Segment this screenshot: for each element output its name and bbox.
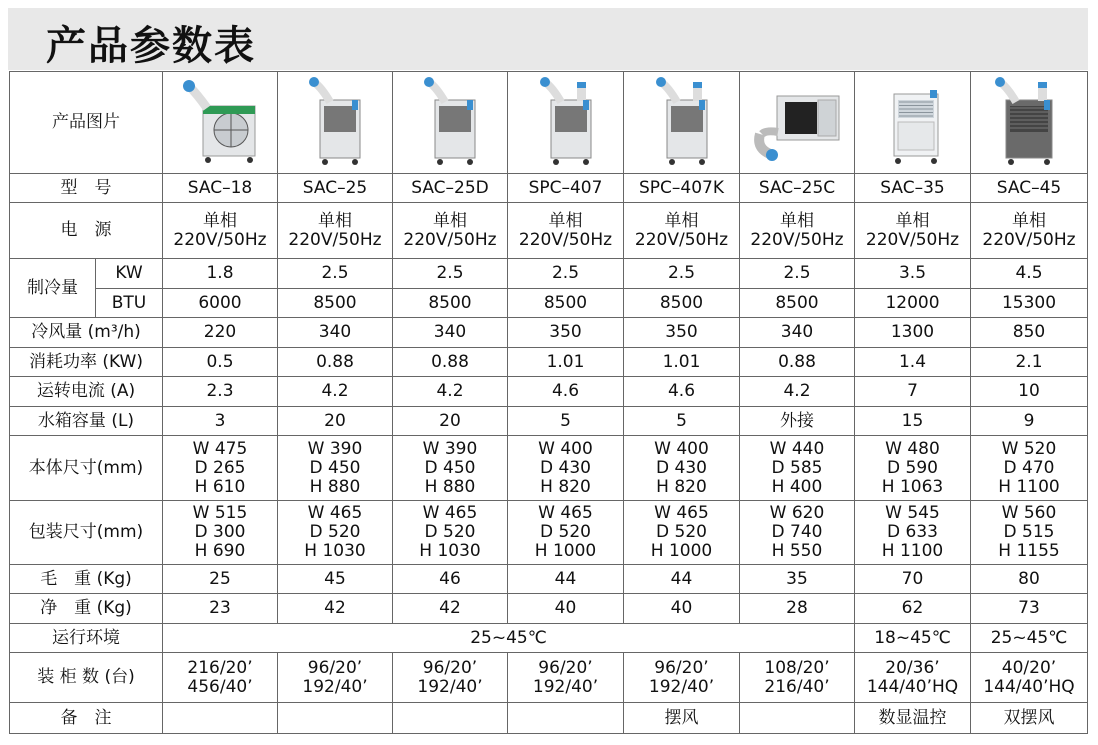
product-image-cell (278, 72, 393, 174)
cell-line: W 400 (538, 438, 593, 459)
body-size-cell (508, 436, 624, 501)
cell-line: W 465 (422, 503, 478, 523)
env-cell-sac35: 18~45℃ (855, 624, 971, 653)
cell-line: D 430 (656, 457, 707, 478)
airflow-cell: 220 (163, 318, 278, 348)
pack-size-cell (740, 501, 855, 565)
page-title: 产品参数表 (46, 23, 256, 69)
kw-cell: 2.5 (278, 259, 393, 289)
consumption-cell: 2.1 (971, 348, 1088, 377)
row-label-image: 产品图片 (10, 72, 163, 174)
model-cell: SAC–25C (740, 174, 855, 203)
net-row (10, 594, 1088, 624)
notes-cell (393, 703, 508, 734)
row-label-env: 运行环境 (10, 624, 163, 653)
airflow-cell: 1300 (855, 318, 971, 348)
body-size-cell (855, 436, 971, 501)
current-row (10, 377, 1088, 407)
cell-line: W 440 (769, 438, 825, 459)
net-cell: 42 (393, 594, 508, 624)
net-cell: 42 (278, 594, 393, 624)
net-cell: 28 (740, 594, 855, 624)
container-row (10, 653, 1088, 703)
tank-cell: 5 (624, 407, 740, 436)
pack-size-cell (278, 501, 393, 565)
cell-line: H 400 (771, 476, 823, 497)
tank-cell: 外接 (740, 407, 855, 436)
net-cell: 40 (508, 594, 624, 624)
tank-cell: 9 (971, 407, 1088, 436)
pack-size-cell (163, 501, 278, 565)
cell-line: 单相 (318, 210, 352, 231)
gross-cell: 70 (855, 565, 971, 594)
kw-cell: 3.5 (855, 259, 971, 289)
notes-row (10, 703, 1088, 734)
notes-cell: 摆风 (624, 703, 740, 734)
cell-line: 220V/50Hz (865, 229, 960, 250)
cell-line: W 620 (769, 503, 825, 523)
gross-cell: 44 (624, 565, 740, 594)
product-image (521, 72, 611, 168)
kw-cell: 1.8 (163, 259, 278, 289)
row-label-power: 电 源 (10, 203, 163, 259)
current-cell: 2.3 (163, 377, 278, 407)
gross-cell: 35 (740, 565, 855, 594)
cell-line: 144/40’HQ (983, 676, 1075, 697)
tank-row (10, 407, 1088, 436)
row-label-tank: 水箱容量 (L) (10, 407, 163, 436)
product-image (405, 72, 495, 168)
cell-line: 96/20’ (654, 657, 709, 678)
cell-line: 220V/50Hz (288, 229, 382, 250)
kw-cell: 2.5 (508, 259, 624, 289)
airflow-cell: 340 (278, 318, 393, 348)
cell-line: 220V/50Hz (518, 229, 613, 250)
row-label-current: 运转电流 (A) (10, 377, 163, 407)
net-cell: 73 (971, 594, 1088, 624)
notes-cell (278, 703, 393, 734)
tank-cell: 3 (163, 407, 278, 436)
cell-line: D 520 (309, 522, 361, 542)
row-label-notes: 备 注 (10, 703, 163, 734)
current-cell: 4.2 (393, 377, 508, 407)
btu-cell: 15300 (971, 289, 1088, 318)
body-size-cell (971, 436, 1088, 501)
model-cell: SAC–45 (971, 174, 1088, 203)
cell-line: 216/40’ (764, 676, 830, 697)
notes-cell: 数显温控 (855, 703, 971, 734)
row-label-container: 装 柜 数 (台) (10, 653, 163, 703)
cell-line: H 1100 (881, 541, 944, 561)
product-image (868, 72, 958, 168)
consumption-cell: 1.01 (508, 348, 624, 377)
cell-line: 单相 (780, 210, 814, 231)
btu-cell: 8500 (278, 289, 393, 318)
container-cell (278, 653, 393, 703)
current-cell: 4.6 (624, 377, 740, 407)
row-label-pack-size: 包装尺寸(mm) (10, 501, 163, 565)
cell-line: W 390 (422, 438, 478, 459)
cell-line: W 390 (307, 438, 363, 459)
model-cell: SAC–18 (163, 174, 278, 203)
cell-line: D 300 (194, 522, 246, 542)
tank-cell: 5 (508, 407, 624, 436)
power-cell (971, 203, 1088, 259)
model-cell: SPC–407K (624, 174, 740, 203)
cell-line: D 585 (771, 457, 823, 478)
row-label-btu: BTU (96, 289, 163, 318)
cell-line: 220V/50Hz (634, 229, 729, 250)
kw-cell: 2.5 (624, 259, 740, 289)
cooling-kw-row (10, 259, 1088, 289)
cell-line: W 465 (538, 503, 593, 523)
cell-line: 192/40’ (302, 676, 368, 697)
env-cell-sac45: 25~45℃ (971, 624, 1088, 653)
cell-line: 192/40’ (417, 676, 483, 697)
product-image (752, 72, 842, 168)
cell-line: D 265 (194, 457, 246, 478)
consumption-cell: 0.88 (740, 348, 855, 377)
airflow-row (10, 318, 1088, 348)
container-cell (508, 653, 624, 703)
container-cell (624, 653, 740, 703)
btu-cell: 8500 (393, 289, 508, 318)
current-cell: 4.2 (278, 377, 393, 407)
power-cell (163, 203, 278, 259)
btu-cell: 12000 (855, 289, 971, 318)
current-cell: 7 (855, 377, 971, 407)
power-cell (624, 203, 740, 259)
container-cell (393, 653, 508, 703)
body-size-cell (740, 436, 855, 501)
cell-line: H 1030 (419, 541, 481, 561)
cell-line: 40/20’ (1001, 657, 1057, 678)
btu-cell: 6000 (163, 289, 278, 318)
model-cell: SPC–407 (508, 174, 624, 203)
cell-line: 96/20’ (307, 657, 363, 678)
cell-line: W 475 (192, 438, 248, 459)
notes-cell (508, 703, 624, 734)
row-label-net: 净 重 (Kg) (10, 594, 163, 624)
product-image-cell (624, 72, 740, 174)
cell-line: 220V/50Hz (750, 229, 844, 250)
cell-line: D 520 (424, 522, 476, 542)
current-cell: 10 (971, 377, 1088, 407)
body-size-cell (278, 436, 393, 501)
cell-line: W 400 (654, 438, 709, 459)
power-cell (278, 203, 393, 259)
product-image (290, 72, 380, 168)
cell-line: 单相 (548, 210, 583, 231)
cell-line: D 515 (1003, 522, 1055, 542)
row-label-airflow: 冷风量 (m³/h) (10, 318, 163, 348)
product-image-cell (971, 72, 1088, 174)
btu-cell: 8500 (624, 289, 740, 318)
cell-line: 单相 (203, 210, 237, 231)
consumption-cell: 0.88 (278, 348, 393, 377)
cell-line: D 633 (887, 522, 938, 542)
row-label-gross: 毛 重 (Kg) (10, 565, 163, 594)
consumption-row (10, 348, 1088, 377)
cell-line: W 560 (1001, 503, 1057, 523)
pack-size-cell (508, 501, 624, 565)
cell-line: D 520 (540, 522, 591, 542)
cell-line: 220V/50Hz (173, 229, 267, 250)
cell-line: 456/40’ (187, 676, 253, 697)
pack-size-cell (393, 501, 508, 565)
airflow-cell: 340 (740, 318, 855, 348)
cell-line: 220V/50Hz (982, 229, 1076, 250)
pack-size-cell (855, 501, 971, 565)
kw-cell: 2.5 (393, 259, 508, 289)
cell-line: 220V/50Hz (403, 229, 497, 250)
net-cell: 40 (624, 594, 740, 624)
container-cell (163, 653, 278, 703)
consumption-cell: 0.88 (393, 348, 508, 377)
tank-cell: 20 (393, 407, 508, 436)
cell-line: H 1000 (534, 541, 597, 561)
notes-cell (163, 703, 278, 734)
model-cell: SAC–25D (393, 174, 508, 203)
cell-line: W 465 (654, 503, 709, 523)
cell-line: H 1100 (998, 476, 1060, 497)
cell-line: D 450 (309, 457, 361, 478)
cell-line: H 690 (194, 541, 246, 561)
image-row (10, 72, 1088, 174)
power-cell (740, 203, 855, 259)
cell-line: 单相 (895, 210, 930, 231)
row-label-kw: KW (96, 259, 163, 289)
power-row (10, 203, 1088, 259)
cell-line: 192/40’ (648, 676, 715, 697)
row-label-body-size: 本体尺寸(mm) (10, 436, 163, 501)
product-image-cell (163, 72, 278, 174)
gross-cell: 44 (508, 565, 624, 594)
cell-line: H 880 (309, 476, 361, 497)
cell-line: D 520 (656, 522, 707, 542)
cell-line: 单相 (1012, 210, 1046, 231)
cell-line: 108/20’ (764, 657, 830, 678)
container-cell (740, 653, 855, 703)
body-size-cell (393, 436, 508, 501)
cell-line: 20/36’ (885, 657, 940, 678)
product-image-cell (740, 72, 855, 174)
airflow-cell: 850 (971, 318, 1088, 348)
cell-line: 单相 (664, 210, 699, 231)
row-label-model: 型 号 (10, 174, 163, 203)
cell-line: H 610 (194, 476, 246, 497)
cell-line: 216/20’ (187, 657, 253, 678)
power-cell (855, 203, 971, 259)
env-cell-main: 25~45℃ (163, 624, 855, 653)
product-image-cell (855, 72, 971, 174)
cell-line: D 450 (424, 457, 476, 478)
kw-cell: 4.5 (971, 259, 1088, 289)
airflow-cell: 350 (508, 318, 624, 348)
cell-line: H 550 (771, 541, 823, 561)
cell-line: D 470 (1003, 457, 1055, 478)
cell-line: W 545 (885, 503, 940, 523)
pack-size-row (10, 501, 1088, 565)
btu-cell: 8500 (508, 289, 624, 318)
cell-line: 96/20’ (422, 657, 478, 678)
current-cell: 4.6 (508, 377, 624, 407)
power-cell (393, 203, 508, 259)
cell-line: H 880 (424, 476, 476, 497)
net-cell: 62 (855, 594, 971, 624)
product-image-cell (393, 72, 508, 174)
cell-line: 192/40’ (532, 676, 599, 697)
row-label-cooling: 制冷量 (10, 259, 96, 318)
tank-cell: 20 (278, 407, 393, 436)
consumption-cell: 1.4 (855, 348, 971, 377)
cell-line: H 1000 (650, 541, 713, 561)
product-image (637, 72, 727, 168)
consumption-cell: 1.01 (624, 348, 740, 377)
cell-line: W 515 (192, 503, 248, 523)
cell-line: H 820 (656, 476, 707, 497)
cell-line: H 1063 (881, 476, 944, 497)
title-bar (8, 8, 1088, 70)
cell-line: D 740 (771, 522, 823, 542)
body-size-cell (624, 436, 740, 501)
cell-line: H 1155 (998, 541, 1060, 561)
body-size-row (10, 436, 1088, 501)
cell-line: W 520 (1001, 438, 1057, 459)
current-cell: 4.2 (740, 377, 855, 407)
row-label-consumption: 消耗功率 (KW) (10, 348, 163, 377)
power-cell (508, 203, 624, 259)
cell-line: W 480 (885, 438, 940, 459)
gross-cell: 80 (971, 565, 1088, 594)
cell-line: D 430 (540, 457, 591, 478)
cooling-btu-row (10, 289, 1088, 318)
product-image (984, 72, 1074, 168)
product-image-cell (508, 72, 624, 174)
cell-line: H 1030 (304, 541, 366, 561)
container-cell (971, 653, 1088, 703)
pack-size-cell (971, 501, 1088, 565)
airflow-cell: 340 (393, 318, 508, 348)
airflow-cell: 350 (624, 318, 740, 348)
gross-row (10, 565, 1088, 594)
model-row (10, 174, 1088, 203)
cell-line: 144/40’HQ (866, 676, 959, 697)
body-size-cell (163, 436, 278, 501)
env-row (10, 624, 1088, 653)
kw-cell: 2.5 (740, 259, 855, 289)
gross-cell: 45 (278, 565, 393, 594)
cell-line: 96/20’ (538, 657, 593, 678)
net-cell: 23 (163, 594, 278, 624)
model-cell: SAC–25 (278, 174, 393, 203)
consumption-cell: 0.5 (163, 348, 278, 377)
gross-cell: 46 (393, 565, 508, 594)
notes-cell: 双摆风 (971, 703, 1088, 734)
container-cell (855, 653, 971, 703)
spec-table (9, 71, 1088, 734)
model-cell: SAC–35 (855, 174, 971, 203)
cell-line: W 465 (307, 503, 363, 523)
product-image (175, 72, 265, 168)
tank-cell: 15 (855, 407, 971, 436)
cell-line: H 820 (540, 476, 591, 497)
gross-cell: 25 (163, 565, 278, 594)
notes-cell (740, 703, 855, 734)
btu-cell: 8500 (740, 289, 855, 318)
cell-line: D 590 (887, 457, 938, 478)
pack-size-cell (624, 501, 740, 565)
cell-line: 单相 (433, 210, 467, 231)
